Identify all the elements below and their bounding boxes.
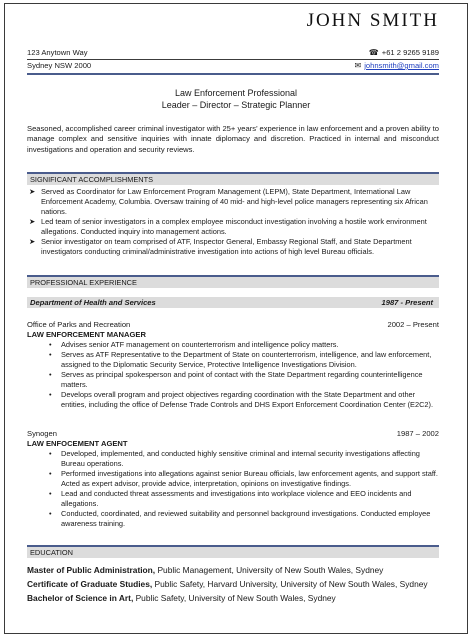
phone-number: +61 2 9265 9189 bbox=[381, 48, 439, 57]
list-item: • Conducted, coordinated, and reviewed suitability and personnel background investigations. Conducted employee awareness training. bbox=[49, 509, 431, 528]
list-item: • Serves as principal spokesperson and point of contact with the State Department regarding counterintelligence matters. bbox=[49, 370, 423, 389]
education-item: Bachelor of Science in Art, Public Safety, University of New South Wales, Sydney bbox=[27, 593, 336, 603]
header-divider bbox=[27, 73, 439, 75]
summary-paragraph: Seasoned, accomplished career criminal investigator with 25+ years’ experience in law enforcement and a proven ability to manage complex and sensitive inquiries with innate diplomacy and discretion. Practiced in internal and misconduct investigations and operation and security reviews. bbox=[27, 124, 439, 154]
accomplishments-list bbox=[27, 187, 439, 257]
contact-divider bbox=[27, 59, 439, 60]
job-title: LAW ENFOCEMENT AGENT bbox=[27, 439, 128, 448]
job-synogen bbox=[27, 429, 439, 449]
department-dates: 1987 - Present bbox=[381, 298, 433, 307]
section-heading-accomplishments: SIGNIFICANT ACCOMPLISHMENTS bbox=[27, 172, 439, 185]
list-item: ➤ Served as Coordinator for Law Enforcement Program Management (LEPM), State Department, International Law Enforcement Academy, Columbia. Oversaw training of 40 mid- and high-level police managers representing six African nations. bbox=[29, 187, 428, 216]
job-org: Office of Parks and Recreation bbox=[27, 320, 131, 329]
job-parks-recreation bbox=[27, 320, 439, 340]
job-title: LAW ENFORCEMENT MANAGER bbox=[27, 330, 146, 339]
section-heading-experience: PROFESSIONAL EXPERIENCE bbox=[27, 275, 439, 288]
job-dates: 2002 – Present bbox=[387, 320, 439, 329]
job-dates: 1987 – 2002 bbox=[396, 429, 439, 438]
title-line-2: Leader – Director – Strategic Planner bbox=[161, 100, 311, 110]
department-name: Department of Health and Services bbox=[30, 298, 156, 307]
list-item: • Developed, implemented, and conducted highly sensitive criminal and internal security investigations affecting Bureau operations. bbox=[49, 449, 420, 468]
job-org: Synogen bbox=[27, 429, 57, 438]
title-line-1: Law Enforcement Professional bbox=[174, 88, 298, 98]
resume-page bbox=[4, 3, 468, 634]
list-item: • Advises senior ATF management on counterterrorism and intelligence policy matters. bbox=[49, 340, 339, 349]
list-item: • Develops overall program and project objectives regarding coordination with the State Department and other entities, including the office of Defense Trade Controls and DHS Export Enforcement Coordination Center (E2C2). bbox=[49, 390, 434, 409]
list-item: ➤ Senior investigator on team comprised of ATF, Inspector General, Embassy Regional Staff, and State Department investigators conducting criminal/administrative investigation into actions of high level Bureau officials. bbox=[29, 237, 412, 256]
section-heading-education: EDUCATION bbox=[27, 545, 439, 558]
education-item: Certificate of Graduate Studies, Public Safety, Harvard University, University of New South Wales, Sydney bbox=[27, 579, 428, 589]
education-list bbox=[27, 563, 439, 605]
professional-title bbox=[5, 87, 467, 111]
phone-group bbox=[369, 48, 439, 58]
list-item: • Lead and conducted threat assessments and investigations into workplace violence and EEO incidents and allegations. bbox=[49, 489, 412, 508]
phone-icon: ☎ bbox=[368, 48, 379, 57]
job-bullets-parks bbox=[47, 340, 439, 410]
list-item: • Serves as ATF Representative to the Department of State on counterterrorism, intelligence, and law enforcement, assigned to the Diplomatic Security Service, Protective Intelligence Investigations Division. bbox=[49, 350, 432, 369]
department-heading bbox=[27, 297, 439, 308]
education-item: Master of Public Administration, Public Management, University of New South Wales, Sydney bbox=[27, 565, 384, 575]
address-line-2: Sydney NSW 2000 bbox=[27, 61, 92, 70]
job-bullets-synogen bbox=[47, 449, 439, 529]
envelope-icon: ✉ bbox=[354, 61, 362, 70]
email-link[interactable]: johnsmith@gmail.com bbox=[364, 61, 439, 70]
list-item: ➤ Led team of senior investigators in a complex employee misconduct investigation involving a hostile work environment allegations. Conducted inquiry into management actions. bbox=[29, 217, 427, 236]
candidate-name: JOHN SMITH bbox=[306, 10, 439, 31]
list-item: • Performed investigations into allegations against senior Bureau officials, law enforcement agents, and support staff. Acted as expert advisor, provide advice, interpretation, opinions on investigative findings. bbox=[49, 469, 438, 488]
address-line-1: 123 Anytown Way bbox=[27, 48, 88, 57]
email-group bbox=[354, 61, 439, 71]
